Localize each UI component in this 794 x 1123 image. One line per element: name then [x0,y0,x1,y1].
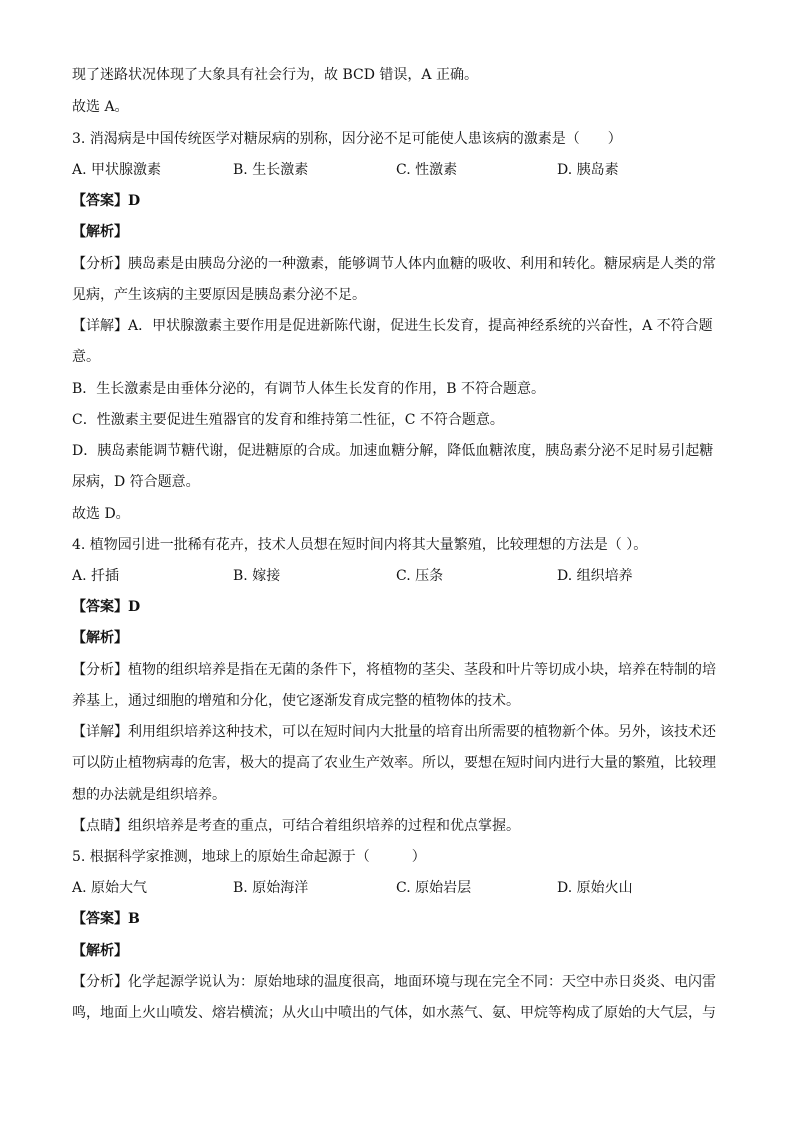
text-line: 现了迷路状况体现了大象具有社会行为，故 BCD 错误，A 正确。 [72,67,478,83]
question-5-stem: 5. 根据科学家推测，地球上的原始生命起源于（ ） [72,849,426,865]
text-line: 【详解】A．甲状腺激素主要作用是促进新陈代谢，促进生长发育，提高神经系统的兴奋性，A 不符合题 [72,318,713,334]
analysis-label: 【解析】 [72,943,128,959]
q3-option-a: A. 甲状腺激素 [72,162,162,178]
q3-option-b: B. 生长激素 [233,162,309,178]
q4-option-a: A. 扦插 [72,568,120,584]
text-line: 可以防止植物病毒的危害，极大的提高了农业生产效率。所以，要想在短时间内进行大量的繁殖，比较理 [72,755,716,771]
text-line: 见病，产生该病的主要原因是胰岛素分泌不足。 [72,287,366,303]
q4-option-c: C. 压条 [396,568,444,584]
text-line: 鸣，地面上火山喷发、熔岩横流；从火山中喷出的气体，如水蒸气、氨、甲烷等构成了原始的大气层，与 [72,1005,716,1021]
q4-option-b: B. 嫁接 [233,568,281,584]
text-line: 【点睛】组织培养是考查的重点，可结合着组织培养的过程和优点掌握。 [72,818,520,834]
text-line: 想的办法就是组织培养。 [72,787,226,803]
analysis-label: 【解析】 [72,224,128,240]
text-line: 养基上，通过细胞的增殖和分化，使它逐渐发育成完整的植物体的技术。 [72,693,520,709]
q5-option-c: C. 原始岩层 [396,880,472,896]
text-line: 【分析】化学起源学说认为：原始地球的温度很高，地面环境与现在完全不同：天空中赤日炎炎、电闪雷 [72,974,716,990]
text-line: B．生长激素是由垂体分泌的，有调节人体生长发育的作用，B 不符合题意。 [72,381,546,397]
answer-label: 【答案】D [72,599,141,615]
answer-label: 【答案】D [72,193,141,209]
text-line: 尿病，D 符合题意。 [72,474,200,490]
text-line: C．性激素主要促进生殖器官的发育和维持第二性征，C 不符合题意。 [72,412,504,428]
text-line: D．胰岛素能调节糖代谢，促进糖原的合成。加速血糖分解，降低血糖浓度，胰岛素分泌不足时易引起糖 [72,443,714,459]
answer-label: 【答案】B [72,911,140,927]
text-line: 【分析】胰岛素是由胰岛分泌的一种激素，能够调节人体内血糖的吸收、利用和转化。糖尿病是人类的常 [72,256,716,272]
analysis-label: 【解析】 [72,630,128,646]
q4-option-d: D. 组织培养 [557,568,633,584]
q5-option-a: A. 原始大气 [72,880,148,896]
text-line: 故选 A。 [72,99,129,115]
q5-option-b: B. 原始海洋 [233,880,309,896]
text-line: 故选 D。 [72,506,130,522]
q3-option-d: D. 胰岛素 [557,162,619,178]
q5-option-d: D. 原始火山 [557,880,633,896]
question-4-stem: 4. 植物园引进一批稀有花卉，技术人员想在短时间内将其大量繁殖，比较理想的方法是（ ）。 [72,537,648,553]
question-3-stem: 3. 消渴病是中国传统医学对糖尿病的别称，因分泌不足可能使人患该病的激素是（ ） [72,131,622,147]
text-line: 意。 [72,349,100,365]
text-line: 【详解】利用组织培养这种技术，可以在短时间内大批量的培育出所需要的植物新个体。另外，该技术还 [72,724,716,740]
text-line: 【分析】植物的组织培养是指在无菌的条件下，将植物的茎尖、茎段和叶片等切成小块，培养在特制的培 [72,662,716,678]
q3-option-c: C. 性激素 [396,162,458,178]
